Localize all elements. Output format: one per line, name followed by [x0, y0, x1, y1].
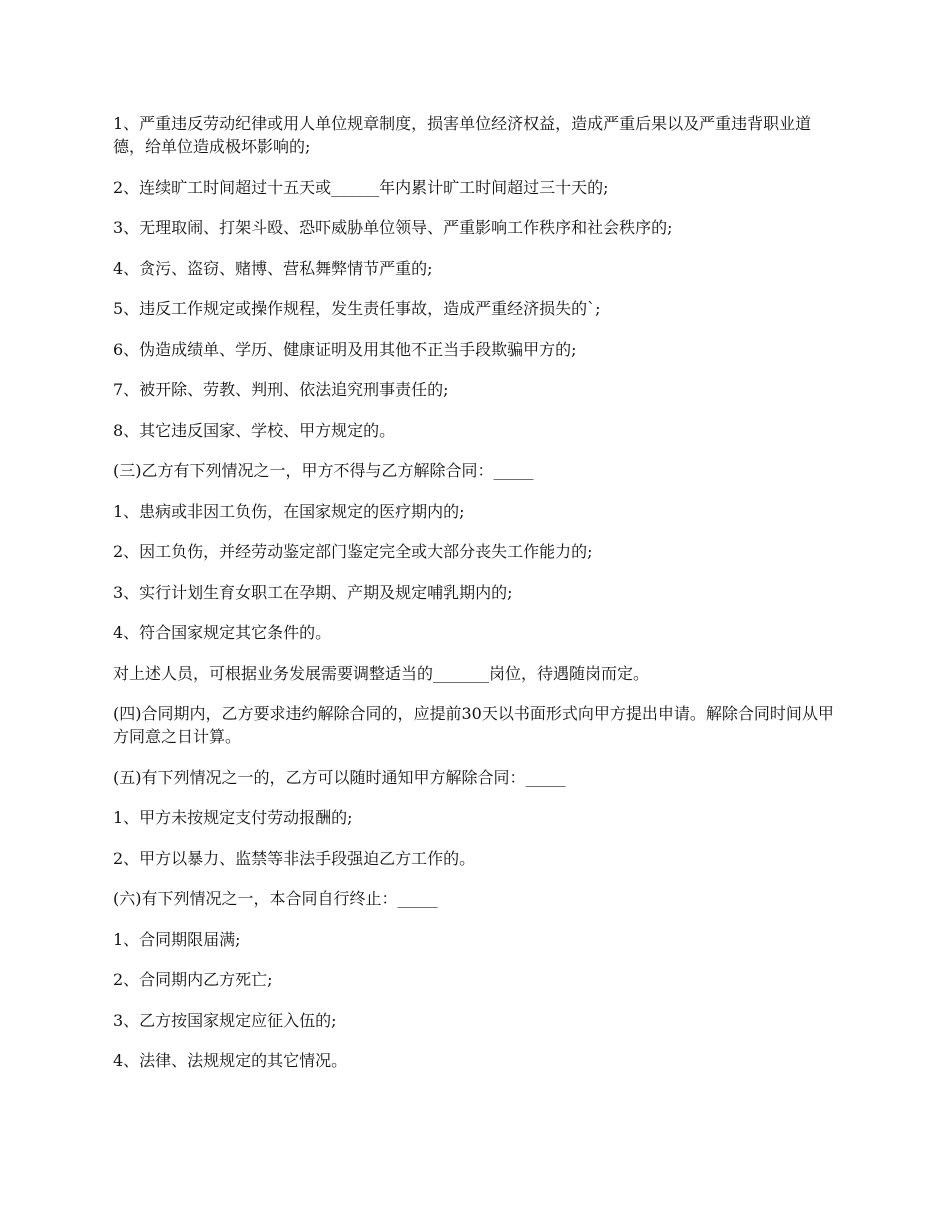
paragraph: 2、因工负伤，并经劳动鉴定部门鉴定完全或大部分丧失工作能力的;: [113, 542, 593, 561]
paragraph: 8、其它违反国家、学校、甲方规定的。: [113, 420, 396, 440]
paragraph: 1、严重违反劳动纪律或用人单位规章制度，损害单位经济权益，造成严重后果以及严重违背职业道德，给单位造成极坏影响的;: [113, 114, 812, 156]
section-heading: (四)合同期内，乙方要求违约解除合同的，应提前30天以书面形式向甲方提出申请。解除合同时间从甲方同意之日计算。: [113, 704, 834, 746]
paragraph: 1、合同期限届满;: [113, 929, 241, 949]
paragraph: 对上述人员，可根据业务发展需要调整适当的_______岗位，待遇随岗而定。: [113, 663, 650, 683]
paragraph: 6、伪造成绩单、学历、健康证明及用其他不正当手段欺骗甲方的;: [113, 339, 577, 359]
paragraph: 3、无理取闹、打架斗殴、恐吓威胁单位领导、严重影响工作秩序和社会秩序的;: [113, 218, 673, 237]
paragraph: 2、连续旷工时间超过十五天或______年内累计旷工时间超过三十天的;: [113, 177, 609, 197]
paragraph: 4、法律、法规规定的其它情况。: [113, 1051, 348, 1070]
document-body: [113, 112, 835, 1090]
paragraph: 3、实行计划生育女职工在孕期、产期及规定哺乳期内的;: [113, 582, 513, 602]
paragraph: 2、甲方以暴力、监禁等非法手段强迫乙方工作的。: [113, 848, 476, 868]
paragraph: 3、乙方按国家规定应征入伍的;: [113, 1010, 337, 1030]
paragraph: 2、合同期内乙方死亡;: [113, 970, 273, 989]
section-heading: (五)有下列情况之一的，乙方可以随时通知甲方解除合同：_____: [113, 767, 566, 787]
paragraph: 1、甲方未按规定支付劳动报酬的;: [113, 808, 353, 827]
paragraph: 5、违反工作规定或操作规程，发生责任事故，造成严重经济损失的`;: [113, 299, 601, 318]
section-heading: (三)乙方有下列情况之一，甲方不得与乙方解除合同：_____: [113, 461, 534, 480]
section-heading: (六)有下列情况之一，本合同自行终止：_____: [113, 889, 438, 908]
paragraph: 7、被开除、劳教、判刑、依法追究刑事责任的;: [113, 380, 449, 399]
paragraph: 4、符合国家规定其它条件的。: [113, 623, 332, 642]
paragraph: 1、患病或非因工负伤，在国家规定的医疗期内的;: [113, 501, 465, 521]
paragraph: 4、贪污、盗窃、赌博、营私舞弊情节严重的;: [113, 258, 433, 278]
